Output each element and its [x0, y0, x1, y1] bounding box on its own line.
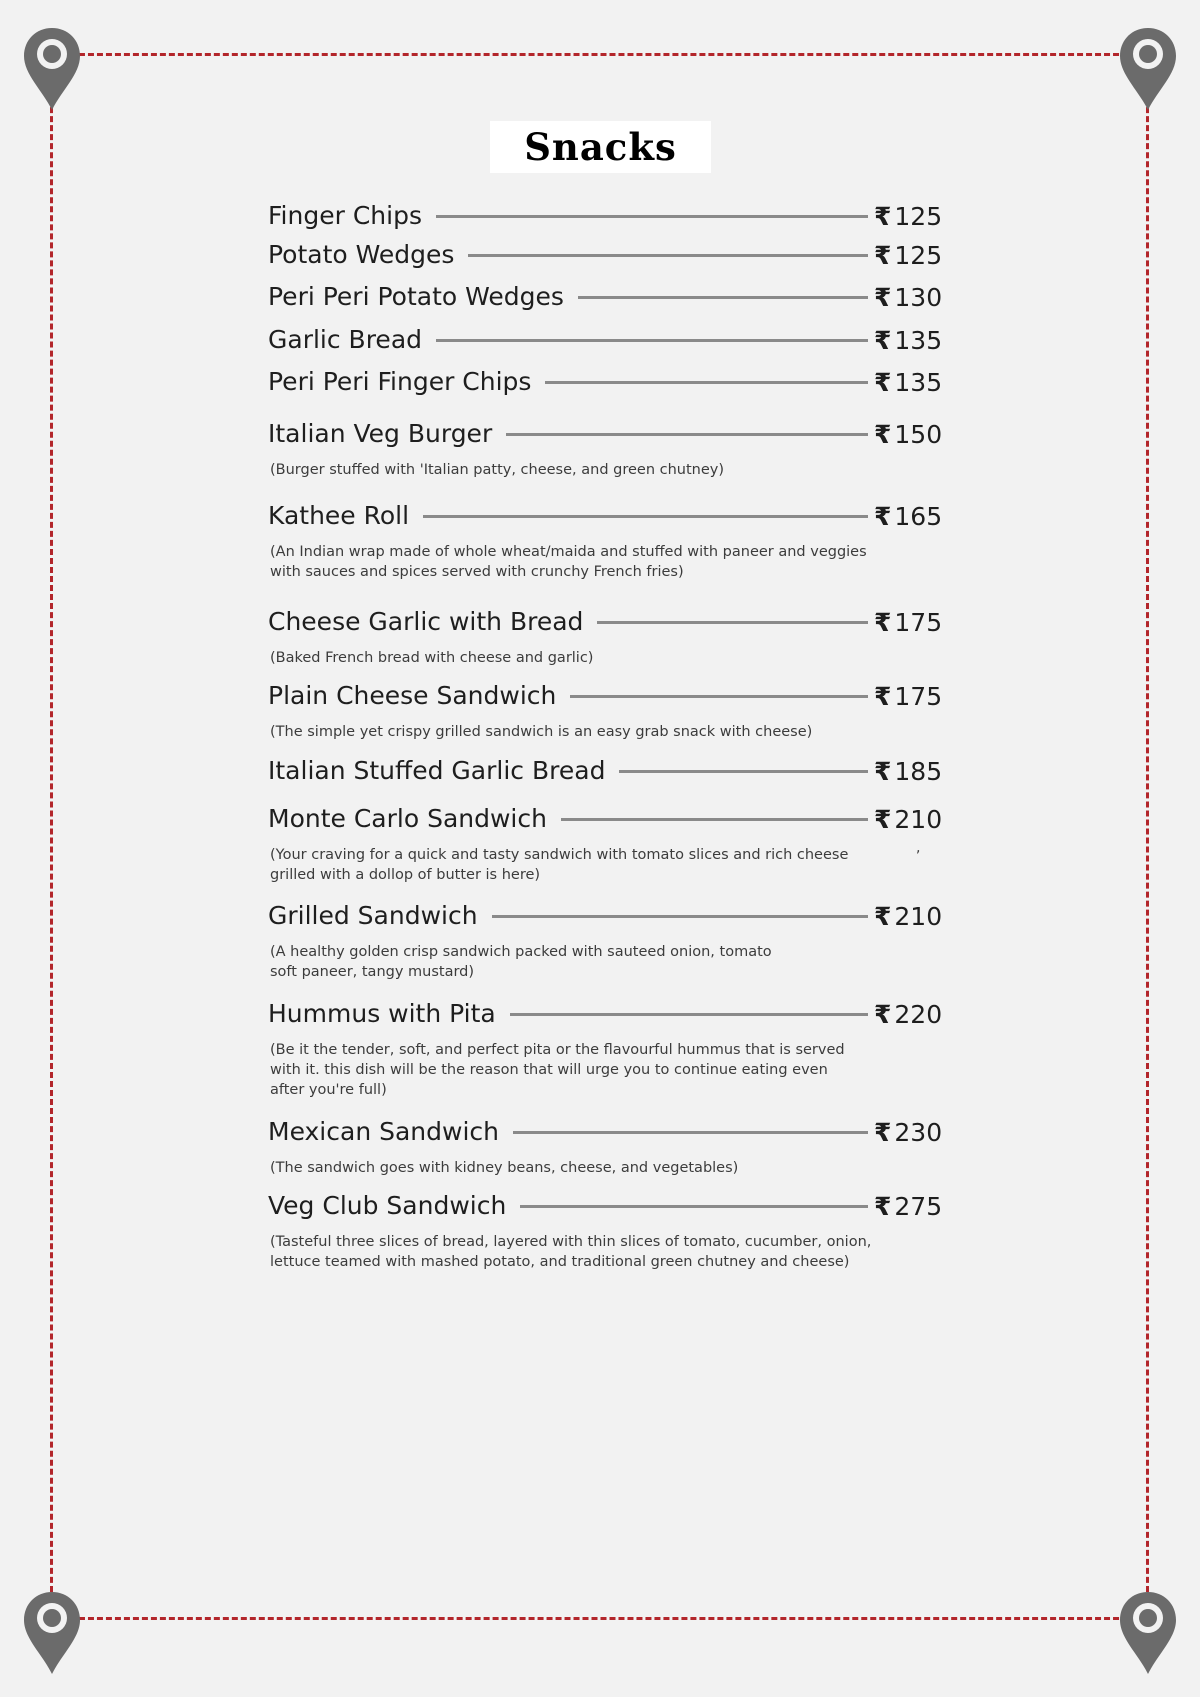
frame-bottom-border: [52, 1617, 1146, 1620]
frame-left-border: [50, 53, 53, 1619]
menu-title-box: [490, 121, 711, 173]
leader-line: [506, 433, 868, 436]
price-amount: 135: [894, 325, 943, 355]
menu-item-description: (Your craving for a quick and tasty sandwich with tomato slices and rich cheese grilled with a dollop of butter is here): [270, 847, 849, 883]
map-pin-icon: [1118, 1590, 1178, 1676]
rupee-symbol: ₹: [874, 681, 892, 711]
menu-item-name: Kathee Roll: [268, 501, 410, 530]
menu-item-price: [874, 498, 944, 534]
menu-item: [268, 604, 944, 668]
menu-item-name: Mexican Sandwich: [268, 1117, 499, 1146]
menu-item-description: (The sandwich goes with kidney beans, cheese, and vegetables): [270, 1160, 739, 1176]
price-amount: 150: [894, 419, 943, 449]
menu-item: [268, 416, 944, 480]
rupee-symbol: ₹: [874, 240, 892, 270]
menu-item-name: Potato Wedges: [268, 240, 455, 269]
rupee-symbol: ₹: [874, 804, 892, 834]
price-amount: 175: [894, 607, 943, 637]
menu-item-description: (The simple yet crispy grilled sandwich is an easy grab snack with cheese): [270, 724, 813, 740]
menu-item-row: [268, 801, 944, 837]
rupee-symbol: ₹: [874, 501, 892, 531]
menu-item-row: [268, 1114, 944, 1150]
menu-item-price: [874, 801, 944, 837]
leader-line: [513, 1131, 868, 1134]
menu-item-description: (An Indian wrap made of whole wheat/maida and stuffed with paneer and veggies with sauces and spices served with crunchy French fries): [270, 544, 867, 580]
menu-item-price: [874, 237, 944, 273]
menu-item-row: [268, 416, 944, 452]
menu-item-row: [268, 237, 944, 273]
menu-item-name: Monte Carlo Sandwich: [268, 804, 547, 833]
menu-item: [268, 996, 944, 1100]
menu-item-price: [874, 416, 944, 452]
menu-item-price: [874, 1114, 944, 1150]
menu-item-row: [268, 198, 944, 234]
menu-item-description: (A healthy golden crisp sandwich packed with sauteed onion, tomato soft paneer, tangy mustard): [270, 944, 772, 980]
map-pin-icon: [1118, 26, 1178, 112]
menu-item: [268, 1114, 944, 1178]
leader-line: [597, 621, 868, 624]
menu-item-price: [874, 198, 944, 234]
price-amount: 210: [894, 901, 943, 931]
rupee-symbol: ₹: [874, 999, 892, 1029]
price-amount: 230: [894, 1117, 943, 1147]
menu-item-name: Italian Stuffed Garlic Bread: [268, 756, 606, 785]
menu-item: [268, 678, 944, 742]
menu-item-row: [268, 498, 944, 534]
leader-line: [561, 818, 868, 821]
rupee-symbol: ₹: [874, 419, 892, 449]
rupee-symbol: ₹: [874, 367, 892, 397]
menu-item-name: Peri Peri Potato Wedges: [268, 282, 564, 311]
menu-item-price: [874, 678, 944, 714]
leader-line: [510, 1013, 868, 1016]
menu-item: [268, 364, 944, 400]
menu-item: [268, 898, 944, 982]
menu-item-price: [874, 996, 944, 1032]
price-amount: 165: [894, 501, 943, 531]
menu-item-price: [874, 1188, 944, 1224]
leader-line: [570, 695, 868, 698]
map-pin-icon: [22, 26, 82, 112]
leader-line: [492, 915, 868, 918]
price-amount: 135: [894, 367, 943, 397]
leader-line: [436, 215, 868, 218]
menu-item: [268, 801, 944, 885]
price-amount: 210: [894, 804, 943, 834]
menu-item-row: [268, 898, 944, 934]
price-amount: 220: [894, 999, 943, 1029]
menu-item-name: Veg Club Sandwich: [268, 1191, 507, 1220]
menu-item-description: (Tasteful three slices of bread, layered with thin slices of tomato, cucumber, onion, lettuce teamed with mashed potato, and traditional green chutney and cheese): [270, 1234, 872, 1270]
rupee-symbol: ₹: [874, 325, 892, 355]
price-amount: 185: [894, 756, 943, 786]
frame-top-border: [52, 53, 1146, 56]
rupee-symbol: ₹: [874, 756, 892, 786]
menu-item-name: Cheese Garlic with Bread: [268, 607, 584, 636]
menu-item: [268, 198, 944, 234]
menu-item-name: Plain Cheese Sandwich: [268, 681, 557, 710]
menu-item-row: [268, 678, 944, 714]
rupee-symbol: ₹: [874, 607, 892, 637]
leader-line: [436, 339, 868, 342]
leader-line: [545, 381, 868, 384]
rupee-symbol: ₹: [874, 1191, 892, 1221]
menu-item-name: Hummus with Pita: [268, 999, 496, 1028]
leader-line: [619, 770, 868, 773]
menu-item-row: [268, 604, 944, 640]
menu-item: [268, 322, 944, 358]
menu-item-description: (Baked French bread with cheese and garlic): [270, 650, 594, 666]
price-amount: 125: [894, 201, 943, 231]
menu-item-name: Finger Chips: [268, 201, 422, 230]
menu-item-description: (Burger stuffed with 'Italian patty, cheese, and green chutney): [270, 462, 725, 478]
menu-item-price: [874, 364, 944, 400]
menu-item-row: [268, 996, 944, 1032]
rupee-symbol: ₹: [874, 282, 892, 312]
frame-right-border: [1146, 53, 1149, 1619]
menu-item-price: [874, 753, 944, 789]
rupee-symbol: ₹: [874, 201, 892, 231]
menu-item: [268, 237, 944, 273]
price-amount: 125: [894, 240, 943, 270]
rupee-symbol: ₹: [874, 1117, 892, 1147]
stray-mark: ,: [916, 840, 921, 856]
menu-item: [268, 498, 944, 582]
leader-line: [423, 515, 868, 518]
price-amount: 175: [894, 681, 943, 711]
leader-line: [520, 1205, 868, 1208]
leader-line: [578, 296, 868, 299]
menu-item-price: [874, 898, 944, 934]
leader-line: [468, 254, 868, 257]
price-amount: 275: [894, 1191, 943, 1221]
menu-item-row: [268, 1188, 944, 1224]
menu-item: [268, 753, 944, 789]
menu-item-name: Grilled Sandwich: [268, 901, 478, 930]
menu-item-row: [268, 753, 944, 789]
menu-item-name: Italian Veg Burger: [268, 419, 493, 448]
price-amount: 130: [894, 282, 943, 312]
menu-item-row: [268, 279, 944, 315]
menu-item-price: [874, 322, 944, 358]
menu-item: [268, 279, 944, 315]
menu-item-row: [268, 322, 944, 358]
menu-item-description: (Be it the tender, soft, and perfect pita or the flavourful hummus that is served with it. this dish will be the reason that will urge you to continue eating even after you're full): [270, 1042, 845, 1098]
map-pin-icon: [22, 1590, 82, 1676]
menu-item-name: Peri Peri Finger Chips: [268, 367, 532, 396]
menu-title: Snacks: [524, 125, 677, 169]
menu-item-price: [874, 604, 944, 640]
menu-item-name: Garlic Bread: [268, 325, 423, 354]
menu-item-price: [874, 279, 944, 315]
menu-item: [268, 1188, 944, 1272]
menu-item-row: [268, 364, 944, 400]
rupee-symbol: ₹: [874, 901, 892, 931]
